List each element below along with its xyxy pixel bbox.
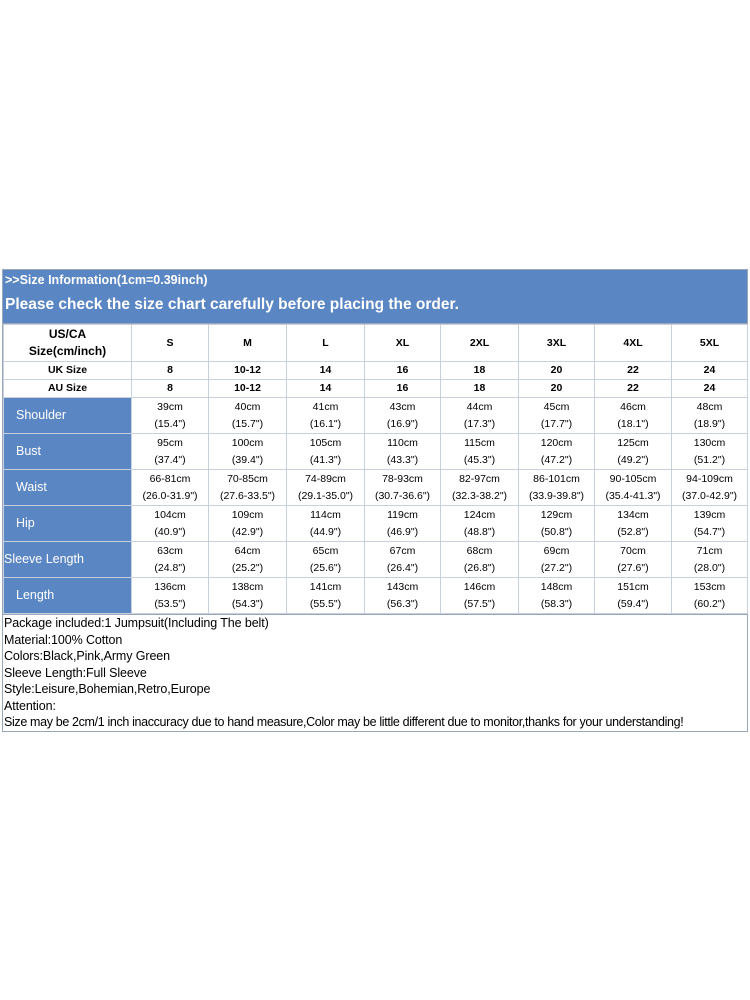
au-size-cell: 10-12 (209, 380, 287, 398)
measurement-inch: (55.5") (309, 597, 342, 610)
size-header-cell: 4XL (595, 325, 672, 362)
measurement-cell (519, 434, 595, 470)
measurement-cm: 119cm (387, 508, 418, 521)
measurement-inch: (49.2") (617, 453, 649, 466)
measurement-cell (132, 398, 209, 434)
measurement-inch: (18.9") (693, 417, 726, 430)
size-header-cell: M (209, 325, 287, 362)
uk-size-row (4, 362, 748, 380)
measurement-cell (287, 506, 365, 542)
measurement-inch: (41.3") (309, 453, 342, 466)
measurement-cell (595, 542, 672, 578)
measurement-cm: 109cm (231, 508, 264, 521)
measurement-cm: 74-89cm (305, 472, 346, 485)
measurement-cell (209, 542, 287, 578)
measurement-cm: 90-105cm (609, 472, 657, 485)
au-size-cell: 8 (132, 380, 209, 398)
measurement-cm: 94-109cm (686, 472, 733, 485)
measurement-cm: 136cm (154, 580, 186, 593)
measurement-cell (365, 434, 441, 470)
measurement-cell (595, 398, 672, 434)
measurement-cell (132, 578, 209, 614)
measurement-label: Sleeve Length (4, 542, 132, 578)
measurement-inch: (25.6") (309, 561, 342, 574)
measurement-cm: 44cm (466, 400, 493, 413)
measurement-inch: (59.4") (617, 597, 649, 610)
au-size-cell: 18 (441, 380, 519, 398)
measurement-cell (365, 398, 441, 434)
measurement-inch: (51.2") (693, 453, 726, 466)
measurement-inch: (45.3") (463, 453, 496, 466)
measurement-cm: 43cm (389, 400, 416, 413)
measurement-cell (132, 506, 209, 542)
measurement-cell (672, 506, 748, 542)
measurement-inch: (52.8") (617, 525, 649, 538)
measurement-cell (441, 434, 519, 470)
measurement-cm: 139cm (693, 508, 726, 521)
au-size-row (4, 380, 748, 398)
measurement-cell (519, 506, 595, 542)
measurement-cell (672, 470, 748, 506)
uk-size-cell: 20 (519, 362, 595, 380)
measurement-cell (132, 542, 209, 578)
size-info-banner (3, 270, 747, 324)
au-size-cell: 24 (672, 380, 748, 398)
measurement-inch: (53.5") (154, 597, 186, 610)
size-header-cell: L (287, 325, 365, 362)
measurement-cm: 115cm (464, 436, 495, 449)
measurement-cm: 110cm (387, 436, 418, 449)
measurement-row (4, 398, 748, 434)
measurement-row (4, 506, 748, 542)
measurement-cell (441, 542, 519, 578)
measurement-inch: (50.8") (540, 525, 573, 538)
measurement-cm: 151cm (617, 580, 649, 593)
measurement-cell (519, 470, 595, 506)
measurement-cell (287, 434, 365, 470)
measurement-inch: (25.2") (231, 561, 264, 574)
measurement-inch: (54.7") (693, 525, 726, 538)
measurement-inch: (60.2") (693, 597, 726, 610)
measurement-label: Bust (4, 434, 132, 470)
uk-size-cell: 24 (672, 362, 748, 380)
measurement-row (4, 434, 748, 470)
measurement-inch: (27.6") (617, 561, 649, 574)
measurement-inch: (37.4") (154, 453, 186, 466)
measurement-cm: 64cm (234, 544, 261, 557)
size-info-title: >>Size Information(1cm=0.39inch) (5, 273, 208, 287)
measurement-inch: (43.3") (386, 453, 419, 466)
measurement-inch: (16.1") (309, 417, 342, 430)
corner-label-line2: Size(cm/inch) (28, 344, 107, 358)
measurement-cm: 134cm (617, 508, 649, 521)
measurement-cm: 95cm (157, 436, 183, 449)
measurement-cell (519, 578, 595, 614)
size-chart (2, 269, 748, 732)
au-size-cell: 22 (595, 380, 672, 398)
measurement-cm: 105cm (309, 436, 342, 449)
measurement-inch: (15.7") (231, 417, 264, 430)
measurement-inch: (30.7-36.6") (374, 489, 431, 502)
measurement-cell (365, 470, 441, 506)
measurement-cm: 78-93cm (382, 472, 423, 485)
measurement-cell (519, 398, 595, 434)
measurement-cell (287, 470, 365, 506)
measurement-cell (132, 470, 209, 506)
measurement-inch: (35.4-41.3") (605, 489, 661, 502)
measurement-label: Hip (4, 506, 132, 542)
size-header-cell: S (132, 325, 209, 362)
measurement-inch: (24.8") (154, 561, 186, 574)
measurement-cell (672, 434, 748, 470)
measurement-cell (132, 434, 209, 470)
measurement-cell (519, 542, 595, 578)
measurement-inch: (15.4") (154, 417, 186, 430)
measurement-cell (209, 506, 287, 542)
measurement-inch: (56.3") (386, 597, 419, 610)
measurement-cm: 48cm (696, 400, 723, 413)
uk-size-cell: 18 (441, 362, 519, 380)
measurement-cm: 138cm (231, 580, 264, 593)
measurement-cell (209, 434, 287, 470)
measurement-inch: (33.9-39.8") (528, 489, 585, 502)
measurement-cm: 130cm (693, 436, 726, 449)
measurement-cm: 65cm (312, 544, 339, 557)
measurement-cell (441, 506, 519, 542)
measurement-cm: 39cm (157, 400, 183, 413)
measurement-cell (209, 578, 287, 614)
au-size-cell: 16 (365, 380, 441, 398)
measurement-inch: (29.1-35.0") (297, 489, 354, 502)
measurement-inch: (46.9") (386, 525, 419, 538)
measurement-cell (209, 470, 287, 506)
measurement-cm: 114cm (310, 508, 341, 521)
uk-size-cell: 16 (365, 362, 441, 380)
info-line: Size may be 2cm/1 inch inaccuracy due to hand measure,Color may be little different due to monitor,thanks for your understanding! (4, 715, 684, 729)
measurement-inch: (44.9") (309, 525, 342, 538)
measurement-cm: 41cm (312, 400, 339, 413)
measurement-cm: 70cm (620, 544, 646, 557)
corner-label (4, 325, 132, 362)
product-info (3, 614, 747, 731)
measurement-label: Waist (4, 470, 132, 506)
measurement-cm: 141cm (309, 580, 342, 593)
measurement-cell (595, 506, 672, 542)
info-line: Style:Leisure,Bohemian,Retro,Europe (4, 682, 211, 696)
size-info-subtitle: Please check the size chart carefully before placing the order. (5, 296, 459, 313)
size-table (3, 324, 748, 614)
measurement-row (4, 578, 748, 614)
size-header-cell: 2XL (441, 325, 519, 362)
uk-size-cell: 22 (595, 362, 672, 380)
measurement-cm: 143cm (386, 580, 419, 593)
au-size-label: AU Size (4, 380, 132, 398)
measurement-cell (365, 578, 441, 614)
measurement-inch: (26.0-31.9") (142, 489, 198, 502)
measurement-cm: 70-85cm (227, 472, 268, 485)
measurement-inch: (26.4") (386, 561, 419, 574)
measurement-cm: 104cm (154, 508, 186, 521)
measurement-cell (287, 542, 365, 578)
measurement-cm: 153cm (693, 580, 726, 593)
uk-size-label: UK Size (4, 362, 132, 380)
measurement-inch: (26.8") (463, 561, 496, 574)
measurement-cm: 146cm (463, 580, 496, 593)
measurement-cm: 69cm (543, 544, 570, 557)
measurement-cell (441, 578, 519, 614)
measurement-cm: 100cm (231, 436, 264, 449)
measurement-cell (672, 398, 748, 434)
corner-label-line1: US/CA (48, 327, 87, 341)
measurement-cm: 86-101cm (533, 472, 580, 485)
measurement-cell (672, 578, 748, 614)
measurement-inch: (42.9") (231, 525, 264, 538)
measurement-inch: (17.3") (463, 417, 496, 430)
measurement-row (4, 470, 748, 506)
uk-size-cell: 8 (132, 362, 209, 380)
measurement-inch: (57.5") (463, 597, 496, 610)
measurement-row (4, 542, 748, 578)
measurement-cell (441, 470, 519, 506)
measurement-inch: (37.0-42.9") (681, 489, 738, 502)
info-line: Attention: (4, 698, 56, 713)
measurement-cell (365, 506, 441, 542)
measurement-cm: 71cm (696, 544, 723, 557)
measurement-cell (287, 578, 365, 614)
measurement-cm: 148cm (540, 580, 573, 593)
measurement-cm: 46cm (620, 400, 646, 413)
measurement-inch: (39.4") (231, 453, 264, 466)
size-header-cell: 5XL (672, 325, 748, 362)
measurement-cm: 120cm (540, 436, 573, 449)
measurement-cell (287, 398, 365, 434)
measurement-cell (441, 398, 519, 434)
measurement-cell (365, 542, 441, 578)
measurement-label: Shoulder (4, 398, 132, 434)
measurement-inch: (58.3") (540, 597, 573, 610)
measurement-inch: (48.8") (463, 525, 496, 538)
info-line: Colors:Black,Pink,Army Green (4, 649, 170, 663)
uk-size-cell: 14 (287, 362, 365, 380)
measurement-cm: 82-97cm (459, 472, 500, 485)
measurement-inch: (28.0") (693, 561, 726, 574)
measurement-label: Length (4, 578, 132, 614)
au-size-cell: 20 (519, 380, 595, 398)
measurement-cell (595, 434, 672, 470)
measurement-inch: (18.1") (617, 417, 649, 430)
measurement-cell (595, 578, 672, 614)
info-line: Sleeve Length:Full Sleeve (4, 665, 147, 680)
size-header-cell: XL (365, 325, 441, 362)
measurement-cm: 66-81cm (149, 472, 191, 485)
measurement-inch: (16.9") (386, 417, 419, 430)
measurement-cell (672, 542, 748, 578)
uk-size-cell: 10-12 (209, 362, 287, 380)
measurement-cm: 67cm (389, 544, 416, 557)
measurement-cm: 68cm (466, 544, 493, 557)
size-header-cell: 3XL (519, 325, 595, 362)
measurement-cm: 63cm (157, 544, 183, 557)
measurement-inch: (47.2") (540, 453, 573, 466)
measurement-inch: (32.3-38.2") (451, 489, 508, 502)
size-header-row (4, 325, 748, 362)
measurement-inch: (40.9") (154, 525, 186, 538)
measurement-cell (209, 398, 287, 434)
measurement-cm: 125cm (617, 436, 649, 449)
measurement-inch: (17.7") (540, 417, 573, 430)
info-line: Material:100% Cotton (4, 632, 123, 647)
measurement-cm: 40cm (234, 400, 261, 413)
measurement-inch: (54.3") (231, 597, 264, 610)
au-size-cell: 14 (287, 380, 365, 398)
info-line: Package included:1 Jumpsuit(Including The belt) (4, 616, 269, 630)
measurement-cm: 124cm (463, 508, 496, 521)
measurement-inch: (27.6-33.5") (219, 489, 276, 502)
measurement-cell (595, 470, 672, 506)
measurement-inch: (27.2") (540, 561, 573, 574)
measurement-cm: 45cm (543, 400, 570, 413)
measurement-cm: 129cm (540, 508, 573, 521)
